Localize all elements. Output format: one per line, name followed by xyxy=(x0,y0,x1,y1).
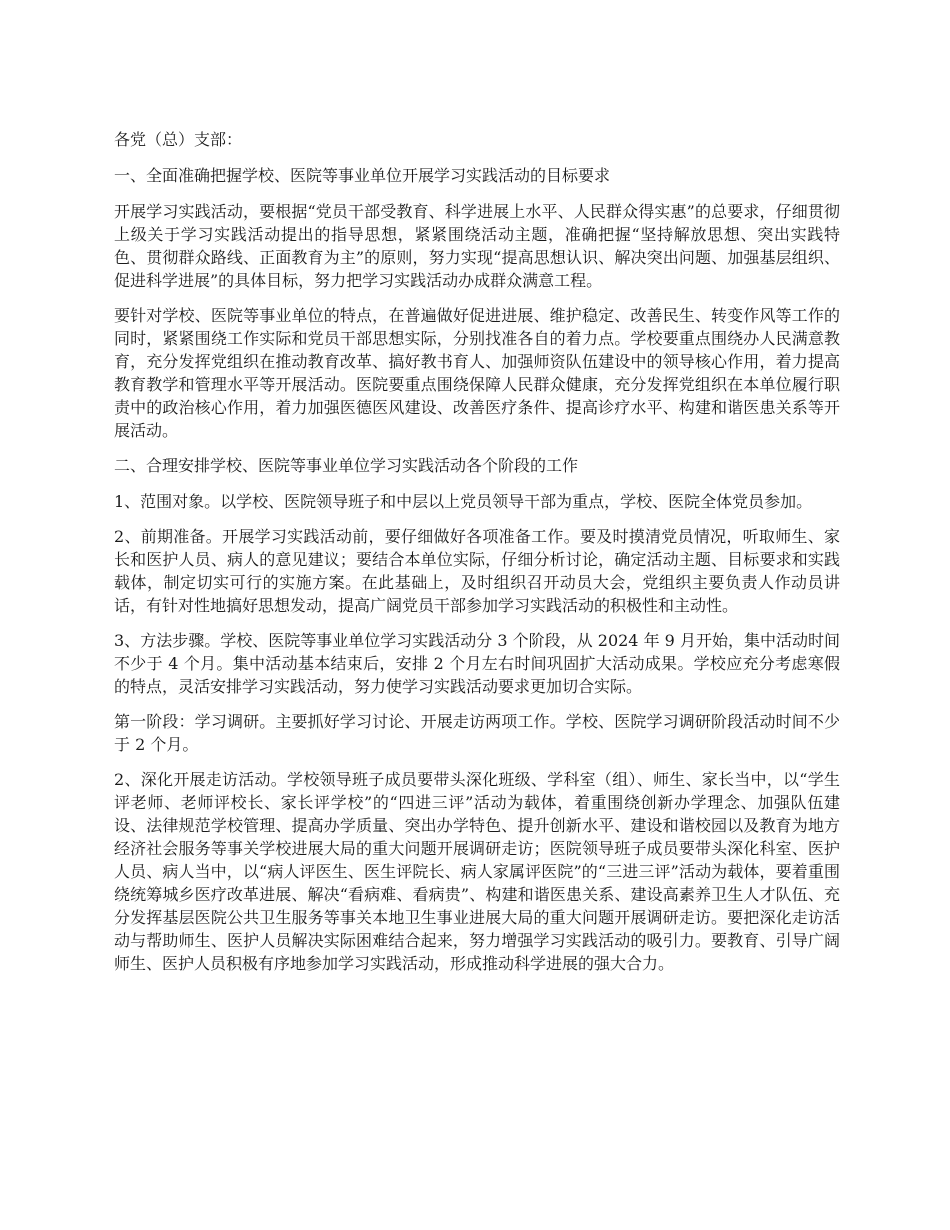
paragraph-method-steps: 3、方法步骤。学校、医院等事业单位学习实践活动分 3 个阶段，从 2024 年 9 月开始，集中活动时间不少于 4 个月。集中活动基本结束后，安排 2 个月左右时间巩固扩大活动成果。学校应充分考虑寒假的特点，灵活安排学习实践活动，努力使学习实践活动要求更加切合实际。 xyxy=(114,631,840,696)
paragraph-preparation: 2、前期准备。开展学习实践活动前，要仔细做好各项准备工作。要及时摸清党员情况，听取师生、家长和医护人员、病人的意见建议；要结合本单位实际，仔细分析讨论，确定活动主题、目标要求和实践载体，制定切实可行的实施方案。在此基础上，及时组织召开动员大会，党组织主要负责人作动员讲话，有针对性地搞好思想发动，提高广阔党员干部参加学习实践活动的积极性和主动性。 xyxy=(114,527,840,615)
paragraph-phase-one: 第一阶段：学习调研。主要抓好学习讨论、开展走访两项工作。学校、医院学习调研阶段活动时间不少于 2 个月。 xyxy=(114,712,840,754)
paragraph-scope: 1、范围对象。以学校、医院领导班子和中层以上党员领导干部为重点，学校、医院全体党员参加。 xyxy=(114,492,813,511)
section-heading-2: 二、合理安排学校、医院等事业单位学习实践活动各个阶段的工作 xyxy=(114,456,579,475)
paragraph-visit-activity: 2、深化开展走访活动。学校领导班子成员要带头深化班级、学科室（组）、师生、家长当中，以“学生评老师、老师评校长、家长评学校”的“四进三评”活动为载体，着重围绕创新办学理念、加强队伍建设、法律规范学校管理、提高办学质量、突出办学特色、提升创新水平、建设和谐校园以及教育为地方经济社会服务等事关学校进展大局的重大问题开展调研走访；医院领导班子成员要带头深化科室、医护人员、病人当中，以“病人评医生、医生评院长、病人家属评医院”的“三进三评”活动为载体，要着重围绕统筹城乡医疗改革进展、解决“看病难、看病贵”、构建和谐医患关系、建设高素养卫生人才队伍、充分发挥基层医院公共卫生服务等事关本地卫生事业进展大局的重大问题开展调研走访。要把深化走访活动与帮助师生、医护人员解决实际困难结合起来，努力增强学习实践活动的吸引力。要教育、引导广阔师生、医护人员积极有序地参加学习实践活动，形成推动科学进展的强大合力。 xyxy=(114,770,840,973)
section-heading-1: 一、全面准确把握学校、医院等事业单位开展学习实践活动的目标要求 xyxy=(114,166,611,185)
paragraph-goal-requirements: 开展学习实践活动，要根据“党员干部受教育、科学进展上水平、人民群众得实惠”的总要求，仔细贯彻上级关于学习实践活动提出的指导思想，紧紧围绕活动主题，准确把握“坚持解放思想、突出实践特色、贯彻群众路线、正面教育为主”的原则，努力实现“提高思想认识、解决突出问题、加强基层组织、促进科学进展”的具体目标，努力把学习实践活动办成群众满意工程。 xyxy=(114,202,840,290)
salutation: 各党（总）支部： xyxy=(114,130,243,149)
paragraph-unit-characteristics: 要针对学校、医院等事业单位的特点，在普遍做好促进进展、维护稳定、改善民生、转变作风等工作的同时，紧紧围绕工作实际和党员干部思想实际，分别找准各自的着力点。学校要重点围绕办人民满意教育，充分发挥党组织在推动教育改革、搞好教书育人、加强师资队伍建设中的领导核心作用，着力提高教育教学和管理水平等开展活动。医院要重点围绕保障人民群众健康，充分发挥党组织在本单位履行职责中的政治核心作用，着力加强医德医风建设、改善医疗条件、提高诊疗水平、构建和谐医患关系等开展活动。 xyxy=(114,306,840,440)
